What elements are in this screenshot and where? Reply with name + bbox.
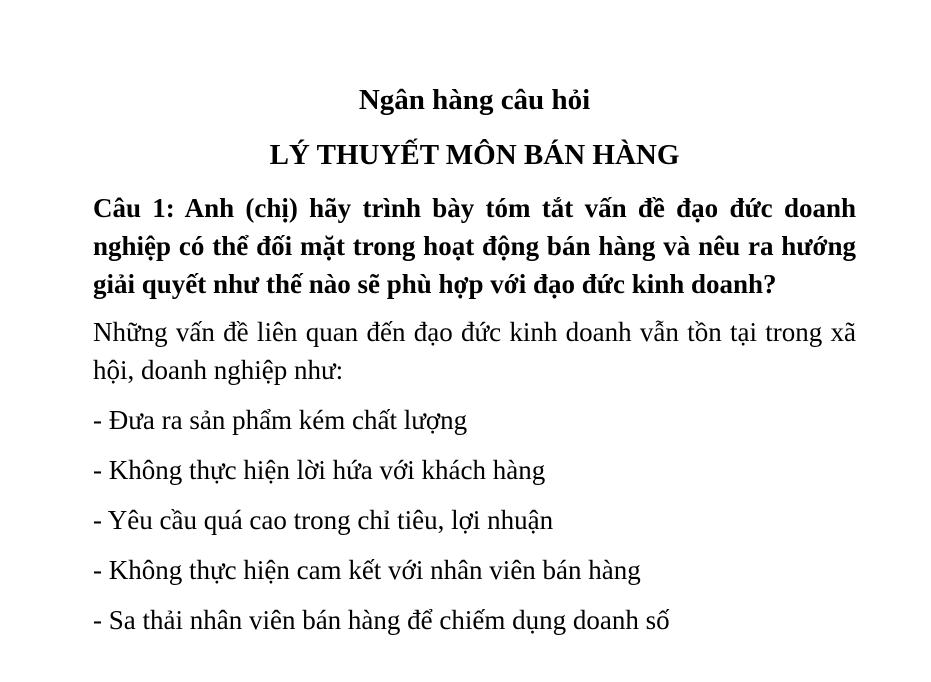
document-subtitle: LÝ THUYẾT MÔN BÁN HÀNG [269,139,680,171]
bullet-item-4: - Không thực hiện cam kết với nhân viên bán hàng [93,555,641,585]
bullet-item-3: - Yêu cầu quá cao trong chỉ tiêu, lợi nhuận [93,505,554,535]
question-1-paragraph: Câu 1: Anh (chị) hãy trình bày tóm tắt vấn đề đạo đức doanh nghiệp có thể đối mặt trong hoạt động bán hàng và nêu ra hướng giải quyết như thế nào sẽ phù hợp với đạo đức kinh doanh? [93,193,856,299]
bullet-item-2: - Không thực hiện lời hứa với khách hàng [93,455,546,485]
bullet-item-1: - Đưa ra sản phẩm kém chất lượng [93,405,468,435]
answer-intro-paragraph: Những vấn đề liên quan đến đạo đức kinh doanh vẫn tồn tại trong xã hội, doanh nghiệp như: [93,317,856,385]
bullet-item-5: - Sa thải nhân viên bán hàng để chiếm dụng doanh số [93,605,670,635]
document-title: Ngân hàng câu hỏi [358,84,591,116]
